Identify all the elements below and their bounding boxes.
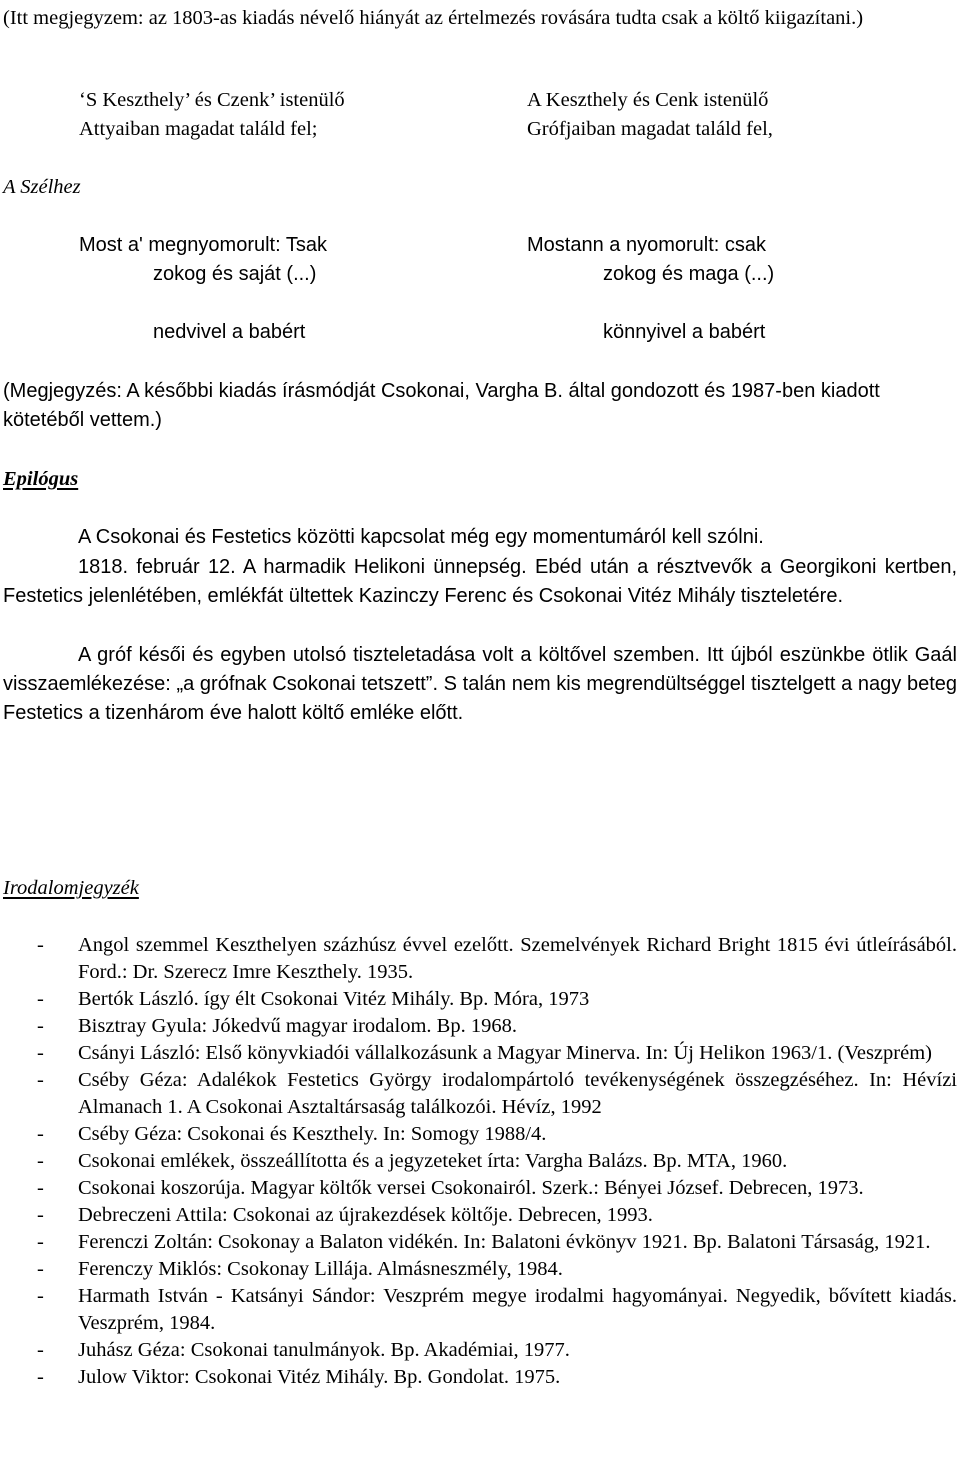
poem-right-line-3: Mostann a nyomorult: csak xyxy=(527,234,766,256)
bibliography-item-text: Cséby Géza: Csokonai és Keszthely. In: Somogy 1988/4. xyxy=(78,1123,547,1145)
list-dash: - xyxy=(37,1150,44,1172)
bibliography-item xyxy=(3,1202,957,1229)
bibliography-item xyxy=(3,1256,957,1283)
bibliography-item xyxy=(3,1148,957,1175)
epilogue-paragraph-2: A gróf késői és egyben utolsó tiszteletadása volt a költővel szemben. Itt újból eszünkbe ötlik Gaál visszaemlékezése: „a grófnak Csokonai tetszett”. S talán nem kis megrendültséggel tisztelgett a nagy beteg Festetics a tizenhárom éve halott költő emléke előtt. xyxy=(3,644,957,724)
bibliography-item xyxy=(3,1013,957,1040)
bibliography-item-text: Ferenczi Zoltán: Csokonay a Balaton vidékén. In: Balatoni évkönyv 1921. Bp. Balatoni Társaság, 1921. xyxy=(78,1231,931,1253)
bibliography-list xyxy=(3,932,957,1391)
bibliography-item-text: Angol szemmel Keszthelyen százhúsz évvel ezelőtt. Szemelvények Richard Bright 1815 évi útleírásából. Ford.: Dr. Szerecz Imre Keszthely. 1935. xyxy=(78,934,957,983)
bibliography-item-text: Bertók László. így élt Csokonai Vitéz Mihály. Bp. Móra, 1973 xyxy=(78,988,590,1010)
bibliography-item-text: Debreczeni Attila: Csokonai az újrakezdések költője. Debrecen, 1993. xyxy=(78,1204,653,1226)
list-dash: - xyxy=(37,1042,44,1064)
bibliography-item xyxy=(3,1283,957,1337)
poem-right-line-5: könnyivel a babért xyxy=(603,321,766,343)
list-dash: - xyxy=(37,934,44,956)
list-dash: - xyxy=(37,1069,44,1091)
bibliography-item-text: Csányi László: Első könyvkiadói vállalkozásunk a Magyar Minerva. In: Új Helikon 1963/1. (Veszprém) xyxy=(78,1042,932,1064)
list-dash: - xyxy=(37,1231,44,1253)
spelling-note: (Megjegyzés: A későbbi kiadás írásmódját Csokonai, Vargha B. által gondozott és 1987-ben kiadott kötetéből vettem.) xyxy=(3,380,880,431)
bibliography-item xyxy=(3,1364,957,1391)
bibliography-item-text: Ferenczy Miklós: Csokonay Lillája. Almásneszmély, 1984. xyxy=(78,1258,563,1280)
intro-note: (Itt megjegyzem: az 1803-as kiadás névelő hiányát az értelmezés rovására tudta csak a költő kiigazítani.) xyxy=(3,7,864,29)
poem-left-line-3: Most a' megnyomorult: Tsak xyxy=(79,234,327,256)
list-dash: - xyxy=(37,1285,44,1307)
list-dash: - xyxy=(37,1015,44,1037)
bibliography-item-text: Harmath István - Katsányi Sándor: Veszprém megye irodalmi hagyományai. Negyedik, bővített kiadás. Veszprém, 1984. xyxy=(78,1285,957,1334)
epilogue-paragraph-1: 1818. február 12. A harmadik Helikoni ünnepség. Ebéd után a résztvevők a Georgikoni kertben, Festetics jelenlétében, emlékfát ültettek Kazinczy Ferenc és Csokonai Vitéz Mihály tiszteletére. xyxy=(3,556,957,607)
poem-left-line-4: zokog és saját (...) xyxy=(153,263,317,285)
list-dash: - xyxy=(37,1123,44,1145)
poem-right-line-4: zokog és maga (...) xyxy=(603,263,775,285)
poem-title: A Szélhez xyxy=(3,176,81,198)
poem-right-line-2: Grófjaiban magadat találd fel, xyxy=(527,118,773,140)
bibliography-heading: Irodalomjegyzék xyxy=(3,877,139,899)
bibliography-item-text: Bisztray Gyula: Jókedvű magyar irodalom. Bp. 1968. xyxy=(78,1015,517,1037)
list-dash: - xyxy=(37,1339,44,1361)
list-dash: - xyxy=(37,1258,44,1280)
epilogue-intro: A Csokonai és Festetics közötti kapcsolat még egy momentumáról kell szólni. xyxy=(78,526,764,548)
poem-left-line-1: ‘S Keszthely’ és Czenk’ istenülő xyxy=(79,89,345,111)
bibliography-item xyxy=(3,932,957,986)
bibliography-item xyxy=(3,986,957,1013)
list-dash: - xyxy=(37,1177,44,1199)
bibliography-item-text: Julow Viktor: Csokonai Vitéz Mihály. Bp. Gondolat. 1975. xyxy=(78,1366,561,1388)
bibliography-item xyxy=(3,1337,957,1364)
bibliography-item-text: Csokonai koszorúja. Magyar költők versei Csokonairól. Szerk.: Bényei József. Debrecen, 1973. xyxy=(78,1177,864,1199)
list-dash: - xyxy=(37,1366,44,1388)
bibliography-item-text: Juhász Géza: Csokonai tanulmányok. Bp. Akadémiai, 1977. xyxy=(78,1339,570,1361)
bibliography-item xyxy=(3,1121,957,1148)
poem-left-line-5: nedvivel a babért xyxy=(153,321,306,343)
bibliography-item xyxy=(3,1067,957,1121)
bibliography-item-text: Csokonai emlékek, összeállította és a jegyzeteket írta: Vargha Balázs. Bp. MTA, 1960. xyxy=(78,1150,788,1172)
list-dash: - xyxy=(37,988,44,1010)
bibliography-item xyxy=(3,1040,957,1067)
poem-left-line-2: Attyaiban magadat találd fel; xyxy=(79,118,318,140)
bibliography-item-text: Cséby Géza: Adalékok Festetics György irodalompártoló tevékenységének összegzéséhez. In: Hévízi Almanach 1. A Csokonai Asztaltársaság találkozói. Hévíz, 1992 xyxy=(78,1069,957,1118)
poem-right-line-1: A Keszthely és Cenk istenülő xyxy=(527,89,769,111)
bibliography-item xyxy=(3,1175,957,1202)
bibliography-item xyxy=(3,1229,957,1256)
epilogue-heading: Epilógus xyxy=(3,468,79,490)
list-dash: - xyxy=(37,1204,44,1226)
